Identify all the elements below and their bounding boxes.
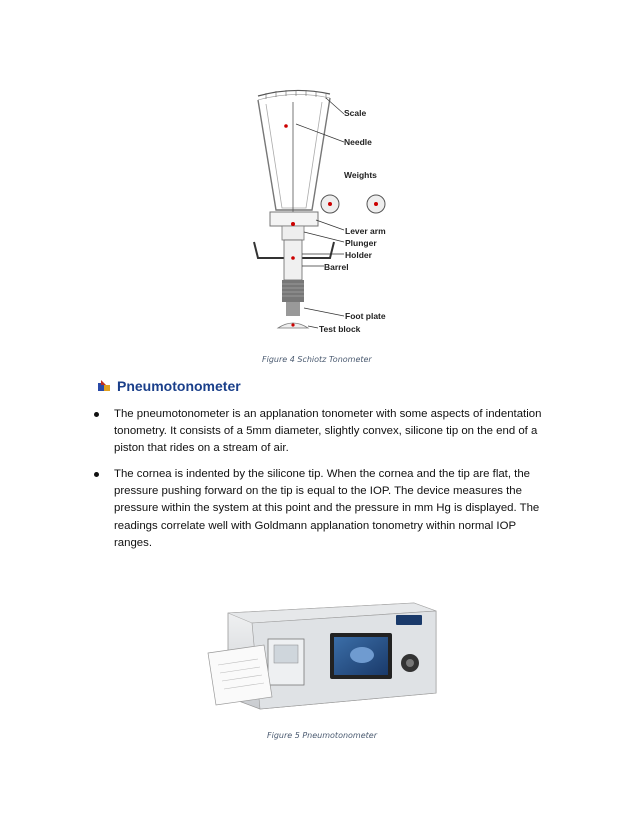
pneumotonometer-figure [200, 593, 440, 721]
list-item [94, 466, 554, 551]
section-heading [97, 378, 241, 394]
schiotz-tonometer-figure [246, 82, 402, 340]
label-test-block: Test block [319, 324, 361, 334]
label-holder: Holder [345, 250, 372, 260]
label-barrel: Barrel [324, 262, 349, 272]
label-lever-arm: Lever arm [345, 226, 386, 236]
bullet-text: The cornea is indented by the silicone tip. When the cornea and the tip are flat, the pressure pushing forward on the tip is equal to the IOP. The device measures the pressure within the system at this point and the pressure in mm Hg is displayed. The readings correlate well with Goldmann applanation tonometry within normal IOP ranges. [114, 468, 540, 549]
label-foot-plate: Foot plate [345, 311, 386, 321]
bullet-pointer-icon [97, 379, 111, 393]
label-needle: Needle [344, 137, 372, 147]
label-scale: Scale [344, 108, 367, 118]
list-item [94, 406, 554, 457]
section-title: Pneumotonometer [117, 378, 241, 394]
bullet-dot-icon [94, 412, 99, 417]
bullet-text: The pneumotonometer is an applanation tonometer with some aspects of indentation tonometry. It consists of a 5mm diameter, slightly convex, silicone tip on the end of a piston that rides on a stream of air. [114, 408, 542, 455]
label-plunger: Plunger [345, 238, 377, 248]
bullet-dot-icon [94, 472, 99, 477]
label-weights: Weights [344, 170, 377, 180]
figure-4-caption: Figure 4 Schiotz Tonometer [262, 355, 372, 364]
figure-5-caption: Figure 5 Pneumotonometer [267, 731, 377, 740]
bullet-list [94, 406, 554, 561]
